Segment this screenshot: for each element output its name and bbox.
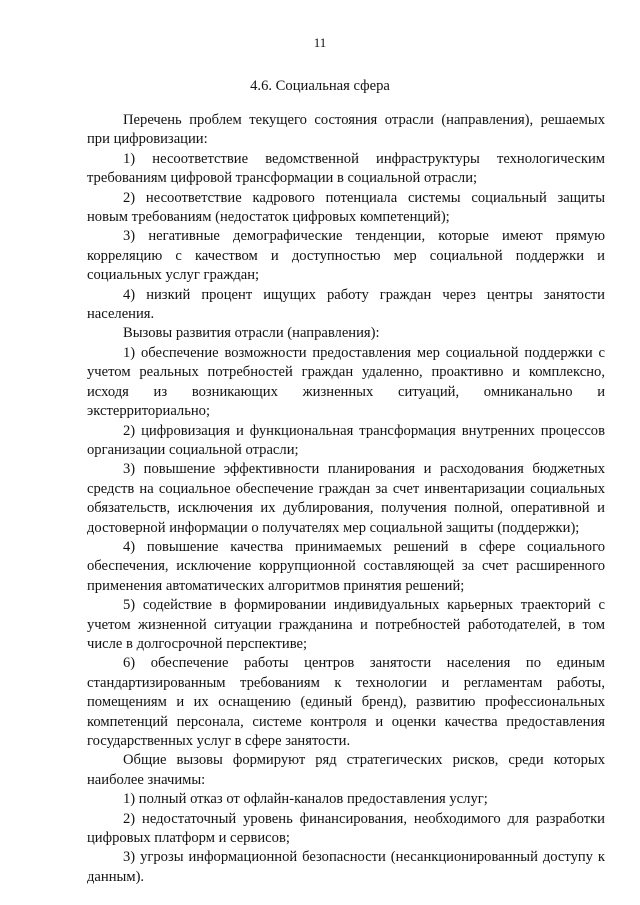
- document-body: [87, 111, 605, 887]
- list-item-challenge-4: 4) повышение качества принимаемых решений в сфере социального обеспечения, исключение коррупционной составляющей за счет расширенного применения автоматических алгоритмов принятия решений;: [87, 538, 605, 594]
- list-item-challenge-2: 2) цифровизация и функциональная трансформация внутренних процессов организации социальной отрасли;: [87, 422, 605, 458]
- page-number: 11: [313, 35, 327, 50]
- paragraph-intro-challenges: Вызовы развития отрасли (направления):: [123, 325, 380, 342]
- list-item-problem-1: 1) несоответствие ведомственной инфраструктуры технологическим требованиям цифровой трансформации в социальной отрасли;: [87, 150, 605, 187]
- list-item-challenge-1: 1) обеспечение возможности предоставления мер социальной поддержки с учетом реальных потребностей граждан удаленно, проактивно и комплексно, исходя из возникающих жизненных ситуаций, омниканально и экстерриториально;: [87, 344, 605, 420]
- list-item-challenge-6: 6) обеспечение работы центров занятости населения по единым стандартизированным требованиям к технологии и регламентам работы, помещениям и их оснащению (единый бренд), развитию профессиональных компетенций персонала, системе контроля и оценки качества предоставления государственных услуг в сфере занятости.: [87, 655, 605, 749]
- paragraph-intro-risks: Общие вызовы формируют ряд стратегических рисков, среди которых наиболее значимы:: [87, 752, 605, 788]
- section-heading: 4.6. Социальная сфера: [250, 78, 390, 94]
- list-item-risk-3: 3) угрозы информационной безопасности (несанкционированный доступу к данным).: [87, 849, 605, 885]
- list-item-challenge-3: 3) повышение эффективности планирования и расходования бюджетных средств на социальное обеспечение граждан за счет инвентаризации социальных обязательств, исключения их дублирования, получения полной, оперативной и достоверной информации о получателях мер социальной защиты (поддержки);: [87, 461, 605, 536]
- paragraph-intro-problems: Перечень проблем текущего состояния отрасли (направления), решаемых при цифровизации:: [87, 112, 605, 148]
- list-item-challenge-5: 5) содействие в формировании индивидуальных карьерных траекторий с учетом жизненной ситуации гражданина и потребностей работодателей, в том числе в долгосрочной перспективе;: [87, 597, 605, 652]
- list-item-problem-4: 4) низкий процент ищущих работу граждан через центры занятости населения.: [87, 286, 605, 323]
- list-item-problem-3: 3) негативные демографические тенденции, которые имеют прямую корреляцию с качеством и доступностью мер социальной поддержки и социальных услуг граждан;: [87, 228, 605, 284]
- list-item-risk-2: 2) недостаточный уровень финансирования, необходимого для разработки цифровых платформ и сервисов;: [87, 810, 605, 847]
- list-item-problem-2: 2) несоответствие кадрового потенциала системы социальный защиты новым требованиям (недостаток цифровых компетенций);: [87, 189, 605, 226]
- list-item-risk-1: 1) полный отказ от офлайн-каналов предоставления услуг;: [123, 791, 488, 808]
